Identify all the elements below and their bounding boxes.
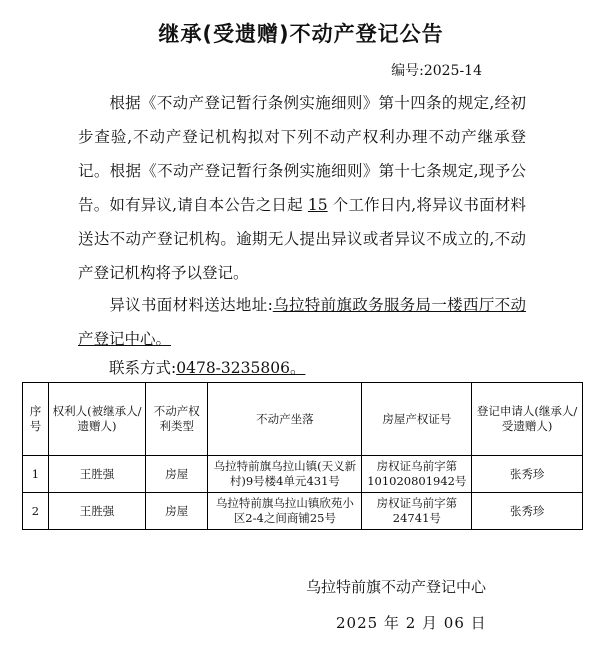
table-header-row	[23, 383, 583, 456]
header-applicant: 登记申请人(继承人/受遗赠人)	[472, 383, 583, 456]
cell-right-type: 房屋	[146, 456, 208, 493]
notice-title: 继承(受遗赠)不动产登记公告	[158, 22, 444, 46]
contact-label: 联系方式:	[109, 359, 177, 377]
header-certificate-no: 房屋产权证号	[362, 383, 472, 456]
issue-date: 2025 年 2 月 06 日	[336, 614, 487, 632]
property-table	[22, 382, 583, 530]
cell-certificate-no: 房权证乌前字第24741号	[362, 493, 472, 530]
header-right-holder: 权利人(被继承人/遗赠人)	[48, 383, 145, 456]
cell-location: 乌拉特前旗乌拉山镇欣苑小区2-4之间商铺25号	[208, 493, 362, 530]
cell-right-holder: 王胜强	[48, 456, 145, 493]
table-row	[23, 456, 583, 493]
notice-body-text: 根据《不动产登记暂行条例实施细则》第十四条的规定,经初步查验,不动产登记机构拟对下列不动产权利办理不动产继承登记。根据《不动产登记暂行条例实施细则》第十七条规定,现予公告。如有异议,请自本公告之日起	[78, 94, 526, 214]
document-number: 编号:2025-14	[391, 63, 482, 79]
cell-right-type: 房屋	[146, 493, 208, 530]
address-label: 异议书面材料送达地址:	[109, 296, 273, 314]
cell-certificate-no: 房权证乌前字第101020801942号	[362, 456, 472, 493]
notice-body-text-2: 个工作日内,将异议书面材料送达不动产登记机构。逾期无人提出异议或者异议不成立的,不动产登记机构将予以登记。	[78, 196, 526, 282]
header-location: 不动产坐落	[208, 383, 362, 456]
notice-body-paragraph	[78, 86, 526, 290]
cell-location: 乌拉特前旗乌拉山镇(天义新村)9号楼4单元431号	[208, 456, 362, 493]
objection-days: 15	[307, 196, 328, 214]
cell-right-holder: 王胜强	[48, 493, 145, 530]
address-value: 乌拉特前旗政务服务局一楼西厅不动产登记中心。	[78, 296, 526, 348]
table-row	[23, 493, 583, 530]
objection-address-paragraph	[78, 288, 526, 356]
contact-phone: 0478-3235806。	[176, 359, 306, 377]
cell-index: 1	[23, 456, 49, 493]
cell-applicant: 张秀珍	[472, 456, 583, 493]
cell-applicant: 张秀珍	[472, 493, 583, 530]
contact-paragraph	[78, 351, 526, 385]
header-index: 序号	[23, 383, 49, 456]
header-right-type: 不动产权利类型	[146, 383, 208, 456]
issuer-signature: 乌拉特前旗不动产登记中心	[306, 578, 487, 596]
cell-index: 2	[23, 493, 49, 530]
